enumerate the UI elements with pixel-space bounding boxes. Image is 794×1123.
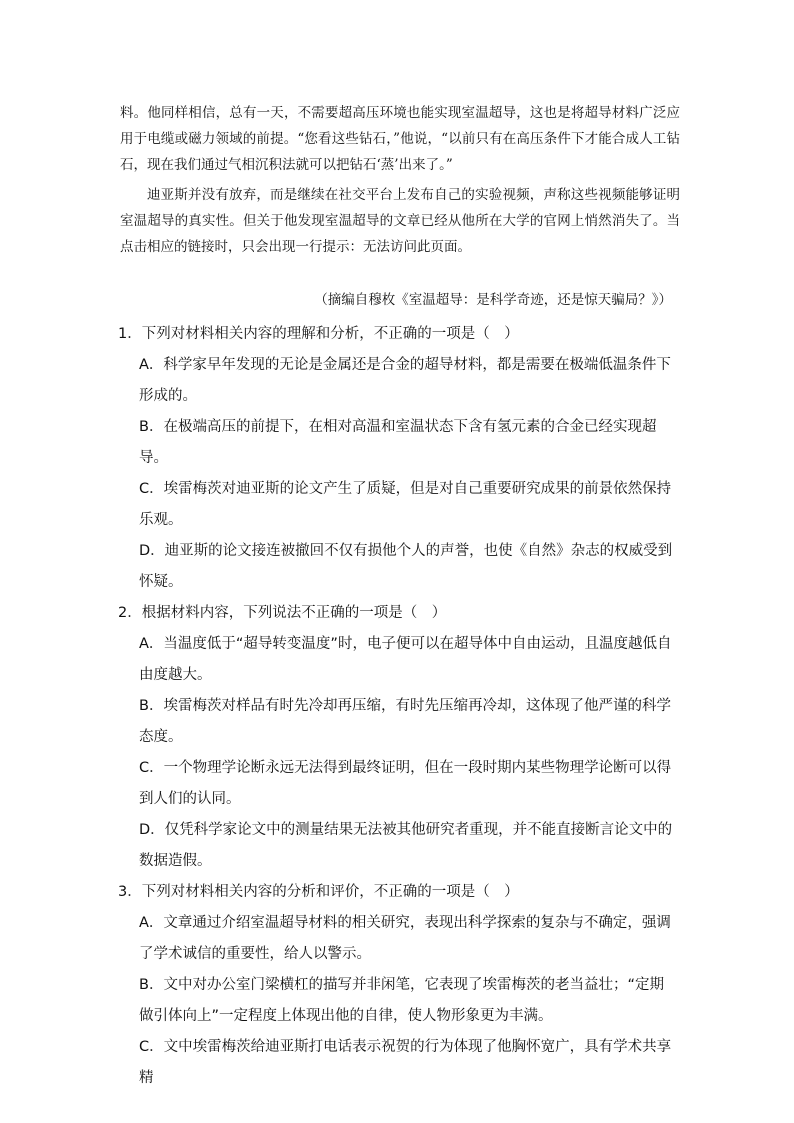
question-stem: 3．下列对材料相关内容的分析和评价，不正确的一项是（ ） (118, 884, 519, 900)
question-stem: 1．下列对材料相关内容的理解和分析，不正确的一项是（ ） (118, 326, 519, 342)
option-d: D．迪亚斯的论文接连被撤回不仅有损他个人的声誉，也使《自然》杂志的权威受到怀疑。 (139, 543, 673, 590)
question-stem: 2．根据材料内容，下列说法不正确的一项是（ ） (118, 605, 447, 621)
passage-paragraph-1: 料。他同样相信，总有一天，不需要超高压环境也能实现室温超导，这也是将超导材料广泛应用于电缆或磁力领域的前提。“您看这些钻石，”他说，“以前只有在高压条件下才能合成人工钻石，现在我们通过气相沉积法就可以把钻石‘蒸’出来了。” (120, 105, 680, 173)
option-c: C．埃雷梅茨对迪亚斯的论文产生了质疑，但是对自己重要研究成果的前景依然保持乐观。 (139, 481, 672, 528)
option-a: A．科学家早年发现的无论是金属还是合金的超导材料，都是需要在极端低温条件下形成的。 (139, 357, 671, 404)
question-1 (118, 319, 678, 598)
option-b: B．文中对办公室门梁横杠的描写并非闲笔，它表现了埃雷梅茨的老当益壮；“定期做引体向上”一定程度上体现出他的自律，使人物形象更为丰满。 (139, 977, 664, 1024)
option-d: D．仅凭科学家论文中的测量结果无法被其他研究者重现，并不能直接断言论文中的数据造假。 (139, 822, 673, 869)
option-b: B．埃雷梅茨对样品有时先冷却再压缩，有时先压缩再冷却，这体现了他严谨的科学态度。 (139, 698, 671, 745)
passage-paragraph-2: 迪亚斯并没有放弃，而是继续在社交平台上发布自己的实验视频，声称这些视频能够证明室温超导的真实性。但关于他发现室温超导的文章已经从他所在大学的官网上悄然消失了。当点击相应的链接时，只会出现一行提示：无法访问此页面。 (120, 187, 680, 255)
option-b: B．在极端高压的前提下，在相对高温和室温状态下含有氢元素的合金已经实现超导。 (139, 419, 657, 466)
option-c: C．一个物理学论断永远无法得到最终证明，但在一段时期内某些物理学论断可以得到人们的认同。 (139, 760, 672, 807)
question-list (118, 319, 678, 1094)
passage-source: （摘编自穆枚《室温超导：是科学奇迹，还是惊天骗局？》） (314, 292, 672, 308)
option-a: A．当温度低于“超导转变温度”时，电子便可以在超导体中自由运动，且温度越低自由度越大。 (139, 636, 672, 683)
question-3 (118, 877, 678, 1094)
option-c: C．文中埃雷梅茨给迪亚斯打电话表示祝贺的行为体现了他胸怀宽广，具有学术共享精 (139, 1039, 672, 1086)
option-a: A．文章通过介绍室温超导材料的相关研究，表现出科学探索的复杂与不确定，强调了学术诚信的重要性，给人以警示。 (139, 915, 671, 962)
question-2 (118, 598, 678, 877)
reading-passage (120, 100, 680, 264)
